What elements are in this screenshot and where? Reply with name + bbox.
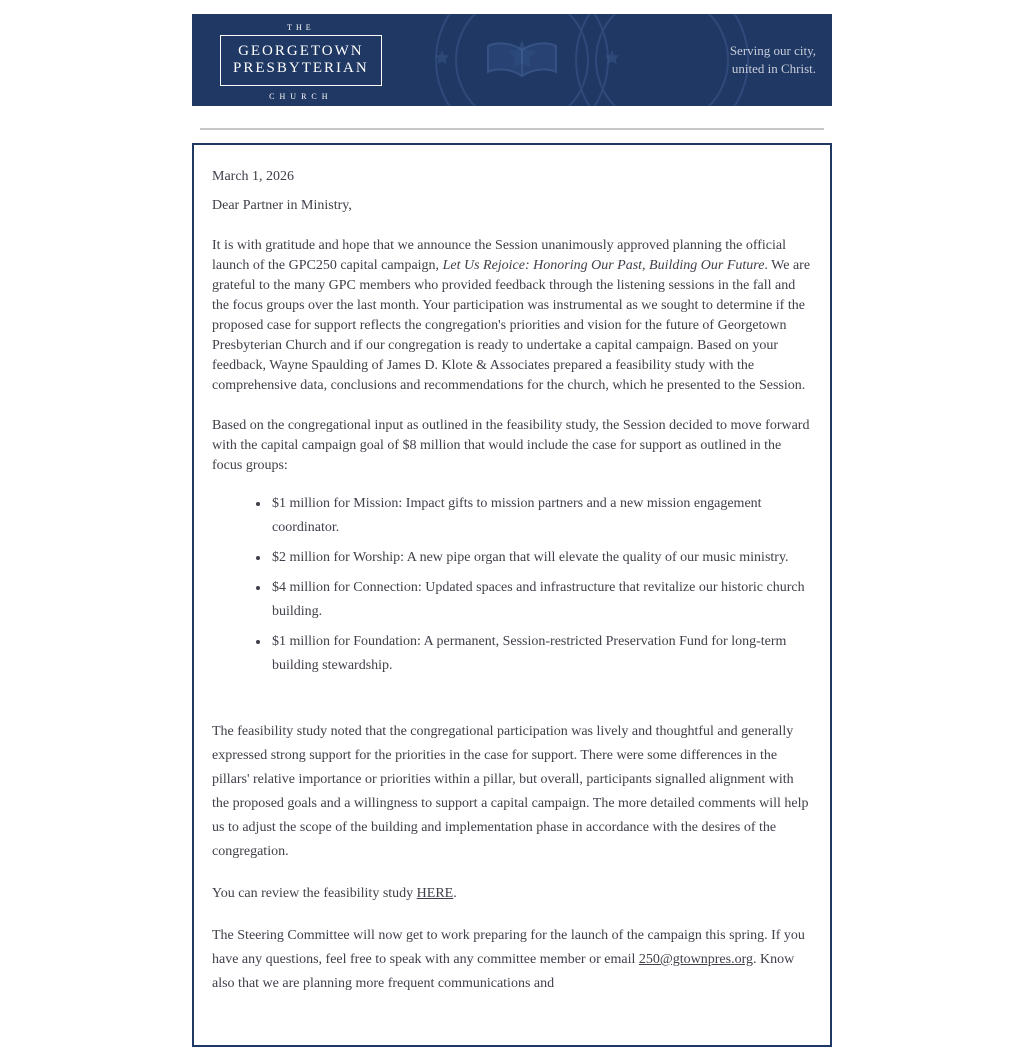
- campaign-goal-list: [212, 492, 812, 678]
- spacer: [212, 694, 812, 720]
- letter-date: March 1, 2026: [212, 169, 295, 184]
- letter-paragraph-2: Based on the congregational input as outlined in the feasibility study, the Session decided to move forward with the capital campaign goal of $8 million that would include the case for support as outlined in the focus groups:: [212, 418, 810, 473]
- email-header: [192, 14, 832, 106]
- letter-paragraph-4: [212, 884, 812, 904]
- logo-word-georgetown: GEORGETOWN: [238, 42, 364, 59]
- list-item: • $1 million for Mission: Impact gifts to mission partners and a new mission engagement coordinator.: [270, 492, 812, 540]
- letter-salutation: Dear Partner in Ministry,: [212, 198, 352, 213]
- header-divider: [200, 128, 824, 130]
- list-item: • $1 million for Foundation: A permanent, Session-restricted Preservation Fund for long-term building stewardship.: [270, 630, 812, 678]
- para4-text-a: You can review the feasibility study: [212, 886, 417, 901]
- tagline-line-1: Serving our city,: [729, 43, 816, 58]
- logo-word-church: CHURCH: [262, 92, 339, 101]
- letter-paragraph-5: [212, 924, 812, 996]
- para1-text-b: . We are grateful to the many GPC members who provided feedback through the listening sessions in the fall and the focus groups over the last month. Your participation was instrumental as we sought to determine if the proposed case for support reflects the congregation's priorities and vision for the future of Georgetown Presbyterian Church and if our congregation is ready to undertake a capital campaign. Based on your feedback, Wayne Spaulding of James D. Klote & Associates prepared a feasibility study with the comprehensive data, conclusions and recommendations for the church, which he presented to the Session.: [212, 258, 811, 393]
- email-page: [192, 14, 832, 1047]
- campaign-name-italic: Let Us Rejoice: Honoring Our Past, Building Our Future: [442, 258, 765, 273]
- letter-paragraph-3: The feasibility study noted that the congregational participation was lively and thoughtful and generally expressed strong support for the priorities in the case for support. There were some differences in the pillars' relative importance or priorities within a pillar, but overall, participants signalled alignment with the proposed goals and a willingness to support a capital campaign. The more detailed comments will help us to adjust the scope of the building and implementation phase in accordance with the desires of the congregation.: [212, 724, 809, 859]
- para1-text-a: It is with gratitude and hope that we announce the Session unanimously approved planning the official launch of the GPC250 capital campaign,: [212, 238, 786, 273]
- header-tagline: [730, 42, 816, 78]
- email-link[interactable]: 250@gtownpres.org: [638, 952, 753, 967]
- feasibility-study-link[interactable]: HERE: [416, 886, 454, 901]
- letter-card: [192, 143, 832, 1047]
- para5-text-a: The Steering Committee will now get to work preparing for the launch of the campaign this spring. If you have any questions, feel free to speak with any committee member or email: [212, 928, 805, 967]
- church-logo: [220, 17, 382, 104]
- letter-paragraph-1: [212, 236, 812, 396]
- para5-text-b: . Know also that we are planning more frequent communications and: [212, 952, 795, 991]
- logo-word-the: THE: [281, 23, 321, 32]
- list-item: • $2 million for Worship: A new pipe organ that will elevate the quality of our music ministry.: [270, 546, 812, 570]
- list-item: • $4 million for Connection: Updated spaces and infrastructure that revitalize our historic church building.: [270, 576, 812, 624]
- tagline-line-2: united in Christ.: [731, 61, 816, 76]
- para4-text-b: .: [453, 886, 457, 901]
- logo-word-presbyterian: PRESBYTERIAN: [233, 59, 369, 76]
- logo-box: [220, 35, 382, 86]
